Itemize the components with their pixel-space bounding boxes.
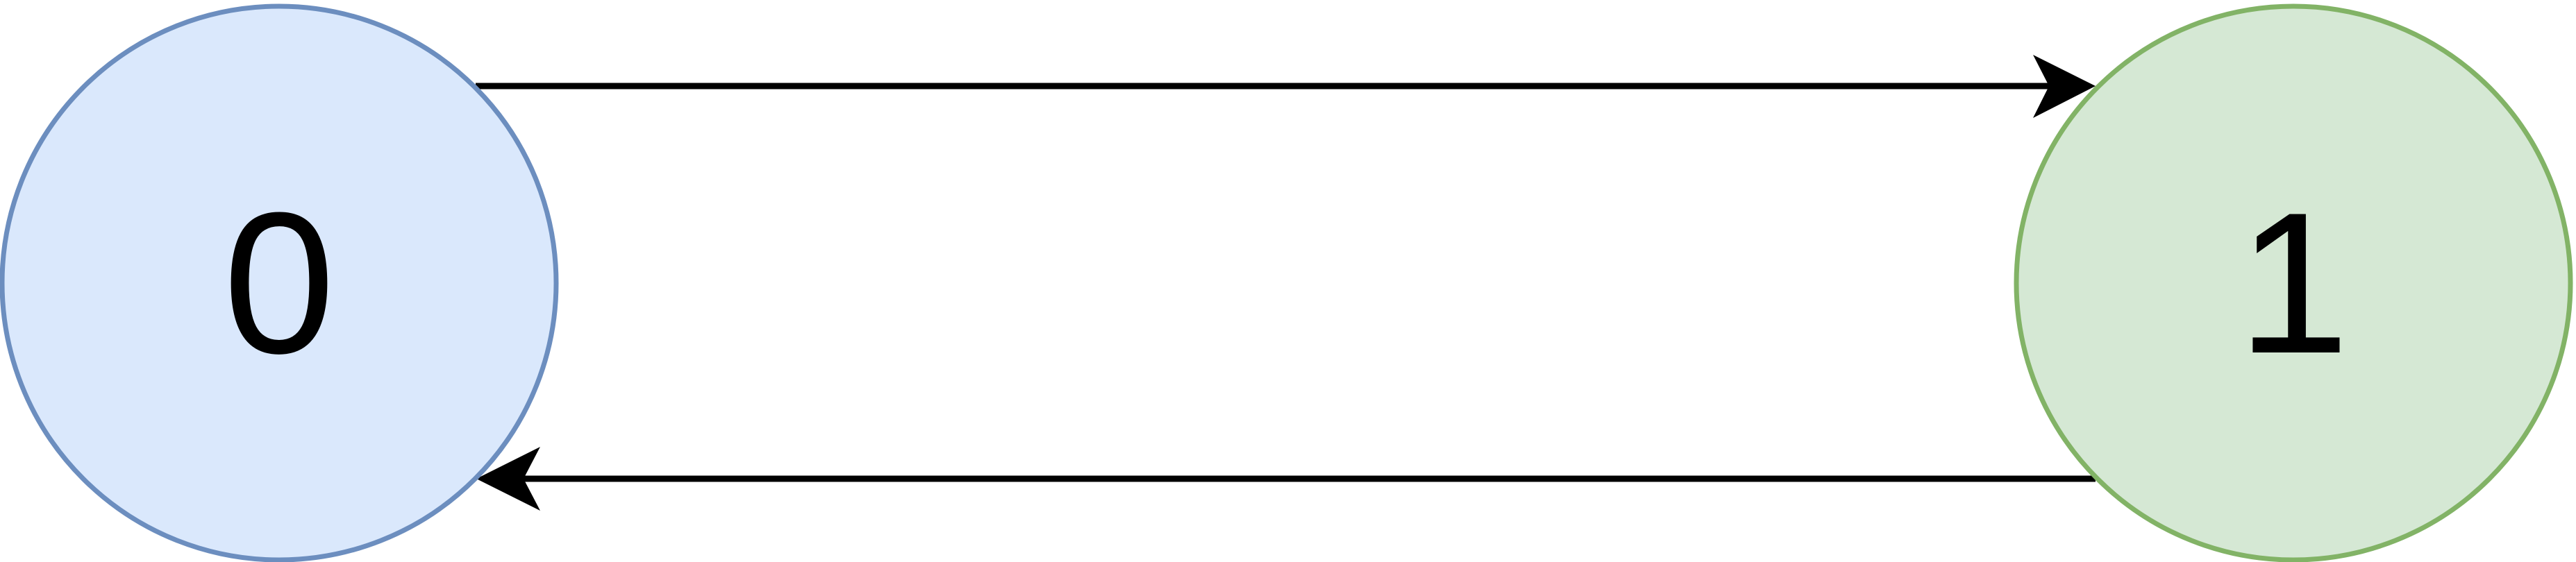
state-node-1 [2016,6,2570,560]
state-node-0 [2,6,556,560]
state-node-0-label: 0 [223,171,335,395]
edge-1-to-0 [476,447,2096,511]
edge-0-to-1 [476,55,2096,118]
state-node-1-label: 1 [2237,171,2350,395]
